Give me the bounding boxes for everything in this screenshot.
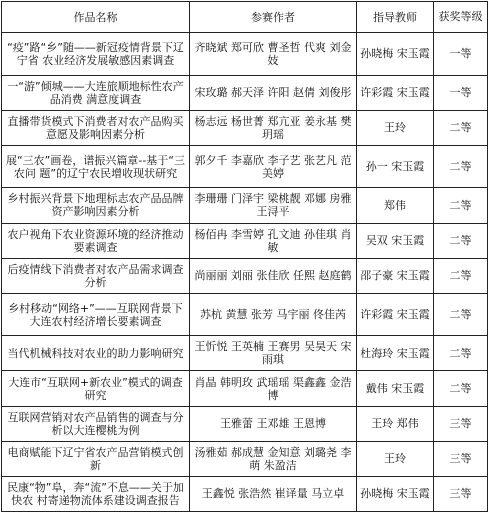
advisor: 邵子豪 宋玉霞 xyxy=(357,258,434,293)
table-row xyxy=(2,75,488,110)
header-title: 作品名称 xyxy=(2,2,190,33)
advisor: 戴伟 宋玉霞 xyxy=(357,371,434,406)
advisor: 杜海玲 宋玉霞 xyxy=(357,336,434,371)
authors: 杨佰冉 李雪婷 孔文迪 孙佳琪 肖敏 xyxy=(190,223,357,258)
header-advisor: 指导教师 xyxy=(357,2,434,33)
project-title: 大连市“互联网+新农业”模式的调查研究 xyxy=(2,371,190,406)
award-level: 二等 xyxy=(434,223,488,258)
award-level: 二等 xyxy=(434,188,488,223)
authors: 李珊珊 门泽宇 梁桃靓 邓娜 房雅 王浔平 xyxy=(190,188,357,223)
project-title: 乡村振兴背景下地理标志农产品品牌资产影响因素分析 xyxy=(2,188,190,223)
authors: 宋玫璐 郝天泽 许阳 赵倩 刘俊彤 xyxy=(190,75,357,110)
table-row xyxy=(2,371,488,406)
award-level: 三等 xyxy=(434,476,488,511)
header-authors: 参赛作者 xyxy=(190,2,357,33)
advisor: 吴双 宋玉霞 xyxy=(357,223,434,258)
advisor: 王玲 xyxy=(357,441,434,476)
table-row xyxy=(2,33,488,76)
award-level: 二等 xyxy=(434,336,488,371)
project-title: 乡村移动“网络+”——互联网背景下大连农村经济增长要素调查 xyxy=(2,293,190,336)
advisor: 王玲 xyxy=(357,110,434,145)
advisor: 孙晓梅 宋玉霞 xyxy=(357,33,434,76)
project-title: 农户视角下农业资源环境的经济推动要素调查 xyxy=(2,223,190,258)
header-award: 获奖等级 xyxy=(434,2,488,33)
table-row xyxy=(2,110,488,145)
table-row xyxy=(2,188,488,223)
authors: 王鑫悦 张浩然 崔译量 马立卓 xyxy=(190,476,357,511)
authors: 齐晓斌 郑可欣 曹圣哲 代爽 刘金妓 xyxy=(190,33,357,76)
authors: 王雅蕾 王邓雄 王恩博 xyxy=(190,406,357,441)
project-title: 电商赋能下辽宁省农产品营销模式创新 xyxy=(2,441,190,476)
authors: 杨志远 杨世菁 郑亢亚 姜永基 樊玥瑶 xyxy=(190,110,357,145)
advisor: 王玲 郑伟 xyxy=(357,406,434,441)
table-row xyxy=(2,336,488,371)
authors: 肖晶 韩明玫 武瑶瑶 渠鑫鑫 金浩博 xyxy=(190,371,357,406)
award-level: 二等 xyxy=(434,110,488,145)
award-level: 二等 xyxy=(434,371,488,406)
header-row xyxy=(2,2,488,33)
advisor: 孙晓梅 宋玉霞 xyxy=(357,476,434,511)
award-level: 二等 xyxy=(434,293,488,336)
project-title: 当代机械科技对农业的助力影响研究 xyxy=(2,336,190,371)
project-title: 后疫情线下消费者对农产品需求调查分析 xyxy=(2,258,190,293)
award-level: 一等 xyxy=(434,33,488,76)
project-title: 展“三农”画卷，谱振兴篇章--基于“三农问 题”的辽宁农民增收现状研究 xyxy=(2,145,190,188)
advisor: 郑伟 xyxy=(357,188,434,223)
table-row xyxy=(2,441,488,476)
award-level: 三等 xyxy=(434,406,488,441)
advisor: 孙一 宋玉霞 xyxy=(357,145,434,188)
award-level: 一等 xyxy=(434,75,488,110)
authors: 王忻悦 王英楠 王赛男 吴昊天 宋雨琪 xyxy=(190,336,357,371)
advisor: 许彩霞 宋玉霞 xyxy=(357,293,434,336)
project-title: 互联网营销对农产品销售的调查与分析以大连樱桃为例 xyxy=(2,406,190,441)
advisor: 许彩霞 宋玉霞 xyxy=(357,75,434,110)
table-row xyxy=(2,258,488,293)
award-level: 二等 xyxy=(434,145,488,188)
project-title: 直播带货模式下消费者对农产品购买意愿及影响因素分析 xyxy=(2,110,190,145)
table-row xyxy=(2,293,488,336)
authors: 汤雅茹 郝成慧 金知意 刘璐尧 李萌 朱盈洁 xyxy=(190,441,357,476)
awards-table xyxy=(1,1,488,512)
table-row xyxy=(2,223,488,258)
project-title: 一“游”倾城——大连旅顺地标性农产品消费 满意度调查 xyxy=(2,75,190,110)
authors: 郭夕千 李嘉欣 李子艺 张艺凡 范美婷 xyxy=(190,145,357,188)
authors: 苏杭 黄慧 张芳 马宇丽 佟佳芮 xyxy=(190,293,357,336)
table-row xyxy=(2,145,488,188)
award-level: 三等 xyxy=(434,441,488,476)
project-title: 民康“物”阜，奔“流”不息——关于加快农 村寄递物流体系建设调查报告 xyxy=(2,476,190,511)
authors: 尚丽丽 刘丽 张佳欣 任熙 赵庭鹤 xyxy=(190,258,357,293)
table-row xyxy=(2,476,488,511)
award-level: 二等 xyxy=(434,258,488,293)
project-title: “疫”路“乡”随——新冠疫情背景下辽宁省 农业经济发展敏感因素调查 xyxy=(2,33,190,76)
table-row xyxy=(2,406,488,441)
